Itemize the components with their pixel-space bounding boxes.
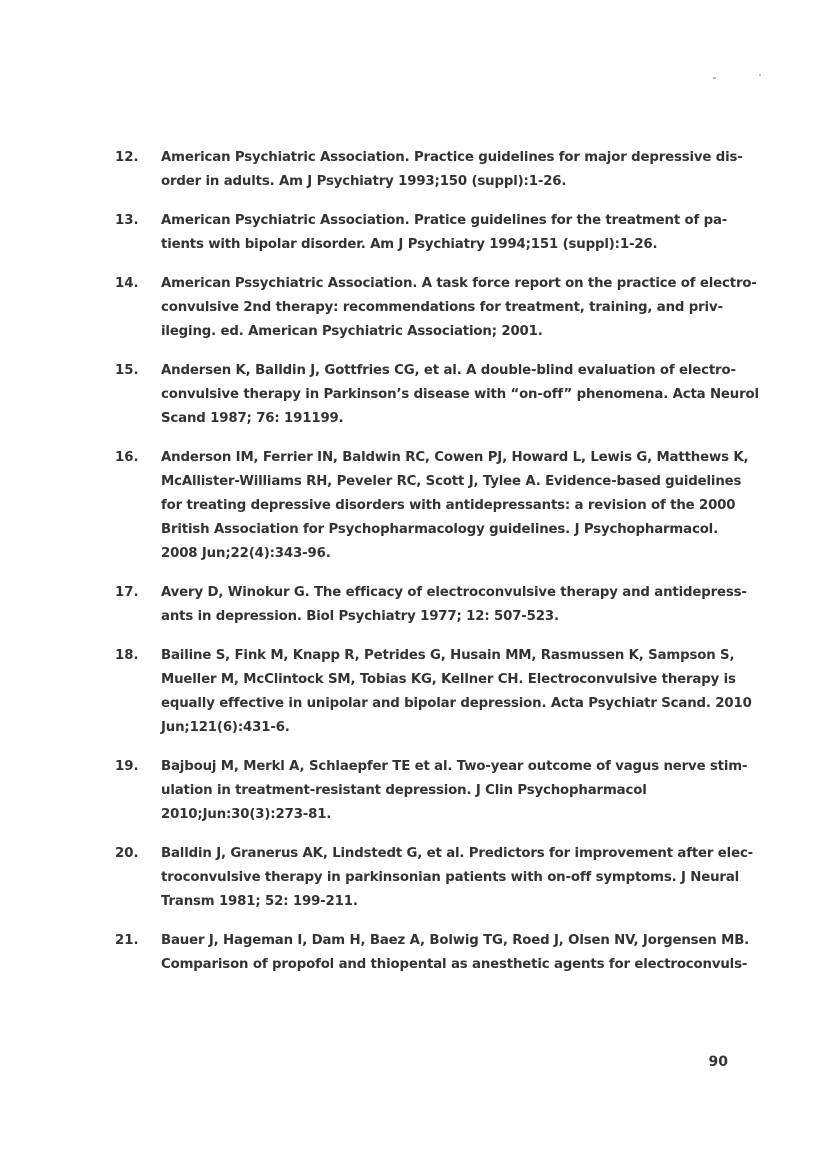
reference-line: British Association for Psychopharmacology guidelines. J Psychopharmacol. bbox=[161, 522, 718, 537]
reference-line: Bauer J, Hageman I, Dam H, Baez A, Bolwig TG, Roed J, Olsen NV, Jorgensen MB. bbox=[161, 933, 750, 948]
reference-text bbox=[161, 359, 759, 431]
reference-line: Andersen K, Balldin J, Gottfries CG, et al. A double-blind evaluation of electro- bbox=[161, 363, 736, 378]
reference-text bbox=[161, 755, 747, 827]
reference-line: order in adults. Am J Psychiatry 1993;150 (suppl):1-26. bbox=[161, 174, 567, 189]
reference-number: 12. bbox=[115, 150, 139, 165]
reference-item bbox=[115, 755, 748, 827]
reference-line: 2010;Jun:30(3):273-81. bbox=[161, 807, 332, 822]
reference-line: ulation in treatment-resistant depression. J Clin Psychopharmacol bbox=[161, 783, 647, 798]
reference-item bbox=[115, 359, 759, 431]
reference-line: troconvulsive therapy in parkinsonian patients with on-off symptoms. J Neural bbox=[161, 870, 740, 885]
reference-number: 19. bbox=[115, 759, 139, 774]
reference-text bbox=[161, 842, 753, 914]
reference-number: 17. bbox=[115, 585, 139, 600]
reference-line: Bajbouj M, Merkl A, Schlaepfer TE et al. Two-year outcome of vagus nerve stim- bbox=[161, 759, 748, 774]
reference-item bbox=[115, 209, 735, 257]
reference-line: tients with bipolar disorder. Am J Psychiatry 1994;151 (suppl):1-26. bbox=[161, 237, 658, 252]
reference-line: Scand 1987; 76: 191199. bbox=[161, 411, 344, 426]
reference-text bbox=[161, 272, 757, 344]
scan-speck bbox=[759, 74, 761, 76]
reference-line: Bailine S, Fink M, Knapp R, Petrides G, Husain MM, Rasmussen K, Sampson S, bbox=[161, 648, 735, 663]
reference-line: American Psychiatric Association. Pratice guidelines for the treatment of pa- bbox=[161, 213, 728, 228]
reference-number: 14. bbox=[115, 276, 139, 291]
reference-item bbox=[115, 644, 752, 740]
reference-line: McAllister-Williams RH, Peveler RC, Scott J, Tylee A. Evidence-based guidelines bbox=[161, 474, 742, 489]
reference-line: ileging. ed. American Psychiatric Association; 2001. bbox=[161, 324, 543, 339]
page-number: 90 bbox=[708, 1054, 728, 1070]
reference-list bbox=[115, 146, 759, 992]
reference-number: 15. bbox=[115, 363, 139, 378]
reference-line: Balldin J, Granerus AK, Lindstedt G, et al. Predictors for improvement after elec- bbox=[161, 846, 754, 861]
reference-number: 20. bbox=[115, 846, 139, 861]
reference-text bbox=[161, 644, 752, 740]
reference-line: convulsive 2nd therapy: recommendations for treatment, training, and priv- bbox=[161, 300, 723, 315]
reference-line: Comparison of propofol and thiopental as anesthetic agents for electroconvuls- bbox=[161, 957, 748, 972]
reference-text bbox=[161, 929, 749, 977]
reference-line: ants in depression. Biol Psychiatry 1977; 12: 507-523. bbox=[161, 609, 559, 624]
reference-text bbox=[161, 581, 747, 629]
reference-line: for treating depressive disorders with antidepressants: a revision of the 2000 bbox=[161, 498, 736, 513]
reference-line: Avery D, Winokur G. The efficacy of electroconvulsive therapy and antidepress- bbox=[161, 585, 747, 600]
reference-line: Transm 1981; 52: 199-211. bbox=[161, 894, 358, 909]
reference-item bbox=[115, 146, 743, 194]
reference-line: American Psychiatric Association. Practice guidelines for major depressive dis- bbox=[161, 150, 743, 165]
reference-number: 16. bbox=[115, 450, 139, 465]
reference-number: 13. bbox=[115, 213, 139, 228]
reference-item bbox=[115, 842, 754, 914]
reference-line: Mueller M, McClintock SM, Tobias KG, Kellner CH. Electroconvulsive therapy is bbox=[161, 672, 736, 687]
reference-item bbox=[115, 929, 750, 977]
reference-line: Anderson IM, Ferrier IN, Baldwin RC, Cowen PJ, Howard L, Lewis G, Matthews K, bbox=[161, 450, 749, 465]
reference-item bbox=[115, 581, 747, 629]
reference-item bbox=[115, 446, 749, 566]
reference-line: Jun;121(6):431-6. bbox=[161, 720, 290, 735]
reference-line: convulsive therapy in Parkinson’s disease with “on-off” phenomena. Acta Neurol bbox=[161, 387, 759, 402]
scan-speck bbox=[713, 77, 716, 79]
reference-text bbox=[161, 446, 748, 566]
reference-line: 2008 Jun;22(4):343-96. bbox=[161, 546, 331, 561]
reference-number: 21. bbox=[115, 933, 139, 948]
reference-line: equally effective in unipolar and bipolar depression. Acta Psychiatr Scand. 2010 bbox=[161, 696, 752, 711]
reference-text bbox=[161, 146, 743, 194]
reference-number: 18. bbox=[115, 648, 139, 663]
reference-line: American Pssychiatric Association. A task force report on the practice of electro- bbox=[161, 276, 757, 291]
reference-text bbox=[161, 209, 735, 257]
reference-item bbox=[115, 272, 757, 344]
